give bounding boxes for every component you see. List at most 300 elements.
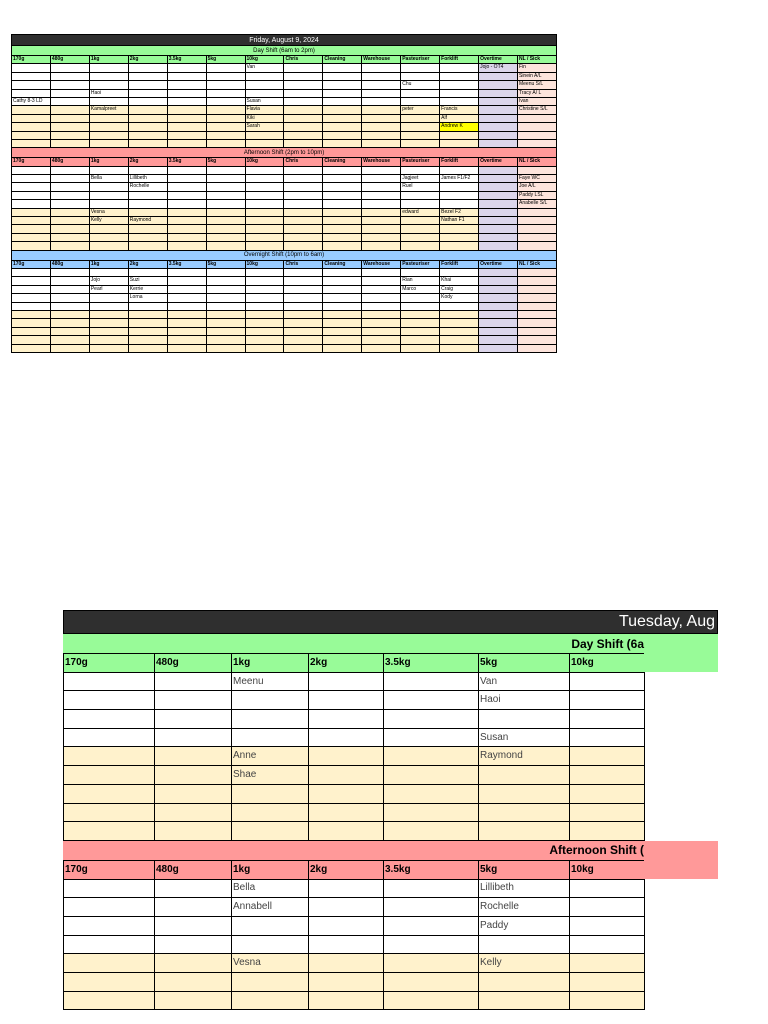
table-cell[interactable] [517, 114, 556, 122]
table-cell[interactable]: Christine S/L [517, 106, 556, 114]
table-cell[interactable] [232, 916, 309, 935]
table-cell[interactable] [323, 327, 362, 335]
table-cell[interactable] [479, 166, 518, 174]
table-cell[interactable] [167, 268, 206, 276]
table-cell[interactable] [479, 784, 570, 803]
table-cell[interactable] [323, 97, 362, 105]
table-cell[interactable]: Nathan F1 [440, 217, 479, 225]
table-cell[interactable] [206, 200, 245, 208]
table-cell[interactable] [155, 691, 232, 710]
table-cell[interactable] [245, 200, 284, 208]
table-cell[interactable] [12, 225, 51, 233]
table-cell[interactable] [479, 183, 518, 191]
table-cell[interactable]: Haoi [89, 89, 128, 97]
table-cell[interactable] [479, 208, 518, 216]
table-cell[interactable] [401, 268, 440, 276]
table-cell[interactable] [128, 200, 167, 208]
table-cell[interactable] [155, 672, 232, 691]
table-cell[interactable] [64, 691, 155, 710]
table-cell[interactable]: Annabell [232, 898, 309, 917]
table-cell[interactable] [155, 747, 232, 766]
table-cell[interactable] [284, 200, 323, 208]
table-cell[interactable] [517, 123, 556, 131]
table-cell[interactable] [89, 166, 128, 174]
table-cell[interactable]: Sarah [245, 123, 284, 131]
table-cell[interactable] [245, 72, 284, 80]
table-cell[interactable] [401, 302, 440, 310]
table-cell[interactable] [167, 344, 206, 352]
table-cell[interactable] [128, 191, 167, 199]
table-cell[interactable] [64, 879, 155, 898]
table-cell[interactable] [206, 183, 245, 191]
table-cell[interactable] [12, 81, 51, 89]
table-cell[interactable] [362, 131, 401, 139]
table-cell[interactable] [89, 123, 128, 131]
table-cell[interactable] [50, 123, 89, 131]
table-cell[interactable] [479, 233, 518, 241]
table-cell[interactable] [479, 277, 518, 285]
table-cell[interactable] [167, 225, 206, 233]
table-cell[interactable] [284, 106, 323, 114]
table-cell[interactable] [155, 879, 232, 898]
table-cell[interactable] [323, 268, 362, 276]
table-cell[interactable] [570, 954, 645, 973]
table-cell[interactable] [12, 208, 51, 216]
table-cell[interactable] [284, 114, 323, 122]
table-cell[interactable] [401, 139, 440, 147]
table-cell[interactable] [479, 81, 518, 89]
table-cell[interactable] [12, 285, 51, 293]
table-cell[interactable] [64, 710, 155, 729]
table-cell[interactable] [50, 319, 89, 327]
table-cell[interactable]: Flavia [245, 106, 284, 114]
table-cell[interactable] [479, 302, 518, 310]
table-cell[interactable] [50, 208, 89, 216]
table-cell[interactable] [64, 954, 155, 973]
table-cell[interactable] [309, 766, 384, 785]
table-cell[interactable] [479, 131, 518, 139]
table-cell[interactable] [401, 344, 440, 352]
table-cell[interactable] [479, 336, 518, 344]
table-cell[interactable] [362, 310, 401, 318]
table-cell[interactable] [89, 114, 128, 122]
table-cell[interactable] [155, 710, 232, 729]
table-cell[interactable] [401, 97, 440, 105]
table-cell[interactable] [245, 217, 284, 225]
table-cell[interactable] [570, 991, 645, 1010]
table-cell[interactable]: Joe A/L [517, 183, 556, 191]
table-cell[interactable] [50, 285, 89, 293]
table-cell[interactable] [517, 336, 556, 344]
table-cell[interactable] [12, 233, 51, 241]
table-cell[interactable] [479, 766, 570, 785]
table-cell[interactable] [440, 225, 479, 233]
table-cell[interactable] [284, 72, 323, 80]
table-cell[interactable] [245, 225, 284, 233]
table-cell[interactable]: Paddy LSL [517, 191, 556, 199]
table-cell[interactable] [128, 319, 167, 327]
table-cell[interactable] [245, 302, 284, 310]
table-cell[interactable] [384, 691, 479, 710]
table-cell[interactable] [155, 822, 232, 841]
table-cell[interactable] [309, 935, 384, 954]
table-cell[interactable] [206, 344, 245, 352]
table-cell[interactable] [384, 803, 479, 822]
table-cell[interactable] [245, 344, 284, 352]
table-cell[interactable] [12, 191, 51, 199]
table-cell[interactable] [517, 242, 556, 250]
table-cell[interactable] [206, 131, 245, 139]
table-cell[interactable] [384, 991, 479, 1010]
table-cell[interactable] [12, 310, 51, 318]
table-cell[interactable] [206, 114, 245, 122]
table-cell[interactable] [206, 294, 245, 302]
table-cell[interactable] [284, 268, 323, 276]
table-cell[interactable] [323, 285, 362, 293]
table-cell[interactable] [479, 97, 518, 105]
table-cell[interactable] [479, 242, 518, 250]
table-cell[interactable] [12, 175, 51, 183]
table-cell[interactable] [50, 175, 89, 183]
table-cell[interactable] [517, 285, 556, 293]
table-cell[interactable] [362, 225, 401, 233]
table-cell[interactable] [362, 268, 401, 276]
table-cell[interactable] [517, 327, 556, 335]
table-cell[interactable]: Kerrie [128, 285, 167, 293]
table-cell[interactable] [479, 822, 570, 841]
table-cell[interactable] [440, 97, 479, 105]
table-cell[interactable] [50, 336, 89, 344]
table-cell[interactable] [206, 319, 245, 327]
table-cell[interactable] [362, 319, 401, 327]
table-cell[interactable] [517, 131, 556, 139]
table-cell[interactable] [479, 89, 518, 97]
table-cell[interactable]: Bella [232, 879, 309, 898]
table-cell[interactable] [64, 822, 155, 841]
table-cell[interactable]: Rochelle [128, 183, 167, 191]
table-cell[interactable] [309, 803, 384, 822]
table-cell[interactable] [384, 747, 479, 766]
table-cell[interactable] [362, 166, 401, 174]
table-cell[interactable] [362, 97, 401, 105]
table-cell[interactable] [284, 285, 323, 293]
table-cell[interactable] [50, 344, 89, 352]
table-cell[interactable] [12, 114, 51, 122]
table-cell[interactable] [232, 803, 309, 822]
table-cell[interactable] [362, 294, 401, 302]
table-cell[interactable] [128, 336, 167, 344]
table-cell[interactable] [384, 710, 479, 729]
table-cell[interactable] [284, 131, 323, 139]
table-cell[interactable] [517, 166, 556, 174]
table-cell[interactable] [384, 916, 479, 935]
table-cell[interactable] [64, 991, 155, 1010]
table-cell[interactable] [167, 191, 206, 199]
table-cell[interactable] [245, 294, 284, 302]
table-cell[interactable] [284, 225, 323, 233]
table-cell[interactable] [50, 242, 89, 250]
table-cell[interactable] [401, 64, 440, 72]
table-cell[interactable] [206, 336, 245, 344]
table-cell[interactable] [284, 97, 323, 105]
table-cell[interactable]: Jojo - OT4 [479, 64, 518, 72]
table-cell[interactable] [50, 233, 89, 241]
table-cell[interactable] [323, 175, 362, 183]
table-cell[interactable]: Paddy [479, 916, 570, 935]
table-cell[interactable] [167, 208, 206, 216]
table-cell[interactable] [232, 728, 309, 747]
table-cell[interactable] [309, 822, 384, 841]
table-cell[interactable] [517, 268, 556, 276]
table-cell[interactable] [128, 131, 167, 139]
table-cell[interactable] [12, 123, 51, 131]
table-cell[interactable]: Susan [245, 97, 284, 105]
table-cell[interactable] [128, 327, 167, 335]
table-cell[interactable] [206, 166, 245, 174]
table-cell[interactable] [517, 319, 556, 327]
table-cell[interactable] [167, 131, 206, 139]
table-cell[interactable]: James F1/F2 [440, 175, 479, 183]
table-cell[interactable]: Raymond [128, 217, 167, 225]
table-cell[interactable]: Haoi [479, 691, 570, 710]
table-cell[interactable] [245, 336, 284, 344]
table-cell[interactable] [12, 268, 51, 276]
table-cell[interactable] [284, 310, 323, 318]
table-cell[interactable] [12, 200, 51, 208]
table-cell[interactable] [323, 233, 362, 241]
table-cell[interactable] [155, 803, 232, 822]
table-cell[interactable] [401, 336, 440, 344]
table-cell[interactable] [479, 710, 570, 729]
table-cell[interactable] [309, 710, 384, 729]
table-cell[interactable] [12, 131, 51, 139]
table-cell[interactable] [50, 72, 89, 80]
table-cell[interactable] [245, 268, 284, 276]
table-cell[interactable] [440, 268, 479, 276]
table-cell[interactable] [362, 106, 401, 114]
table-cell[interactable] [401, 310, 440, 318]
table-cell[interactable] [206, 139, 245, 147]
table-cell[interactable] [323, 208, 362, 216]
table-cell[interactable] [362, 175, 401, 183]
table-cell[interactable] [323, 319, 362, 327]
table-cell[interactable]: Khai [440, 277, 479, 285]
table-cell[interactable] [323, 277, 362, 285]
table-cell[interactable] [89, 327, 128, 335]
table-cell[interactable] [309, 747, 384, 766]
table-cell[interactable] [12, 106, 51, 114]
table-cell[interactable] [128, 310, 167, 318]
table-cell[interactable] [12, 327, 51, 335]
table-cell[interactable] [245, 191, 284, 199]
table-cell[interactable]: Rochelle [479, 898, 570, 917]
table-cell[interactable] [128, 208, 167, 216]
table-cell[interactable] [440, 319, 479, 327]
table-cell[interactable] [89, 268, 128, 276]
table-cell[interactable] [155, 954, 232, 973]
table-cell[interactable] [50, 183, 89, 191]
table-cell[interactable] [206, 97, 245, 105]
table-cell[interactable] [323, 225, 362, 233]
table-cell[interactable] [155, 991, 232, 1010]
table-cell[interactable] [570, 728, 645, 747]
table-cell[interactable] [284, 294, 323, 302]
table-cell[interactable] [323, 310, 362, 318]
table-cell[interactable] [401, 200, 440, 208]
table-cell[interactable] [206, 217, 245, 225]
table-cell[interactable] [232, 691, 309, 710]
table-cell[interactable] [323, 81, 362, 89]
table-cell[interactable] [12, 344, 51, 352]
table-cell[interactable] [284, 123, 323, 131]
table-cell[interactable] [323, 166, 362, 174]
table-cell[interactable] [362, 200, 401, 208]
table-cell[interactable] [401, 327, 440, 335]
table-cell[interactable] [323, 217, 362, 225]
table-cell[interactable]: Tracy A/ L [517, 89, 556, 97]
table-cell[interactable] [440, 191, 479, 199]
table-cell[interactable]: Kiki [245, 114, 284, 122]
table-cell[interactable] [206, 89, 245, 97]
table-cell[interactable] [479, 200, 518, 208]
table-cell[interactable] [128, 268, 167, 276]
table-cell[interactable] [440, 131, 479, 139]
table-cell[interactable] [284, 327, 323, 335]
table-cell[interactable] [362, 123, 401, 131]
table-cell[interactable] [570, 691, 645, 710]
table-cell[interactable] [128, 225, 167, 233]
table-cell[interactable] [309, 728, 384, 747]
table-cell[interactable] [384, 728, 479, 747]
table-cell[interactable] [570, 710, 645, 729]
table-cell[interactable] [323, 336, 362, 344]
table-cell[interactable]: Lillibeth [128, 175, 167, 183]
table-cell[interactable] [64, 728, 155, 747]
table-cell[interactable]: Van [479, 672, 570, 691]
table-cell[interactable] [479, 225, 518, 233]
table-cell[interactable] [167, 97, 206, 105]
table-cell[interactable] [89, 294, 128, 302]
table-cell[interactable] [167, 277, 206, 285]
table-cell[interactable] [167, 327, 206, 335]
table-cell[interactable] [517, 139, 556, 147]
table-cell[interactable] [167, 114, 206, 122]
table-cell[interactable] [401, 225, 440, 233]
table-cell[interactable] [12, 242, 51, 250]
table-cell[interactable] [232, 935, 309, 954]
table-cell[interactable] [517, 225, 556, 233]
table-cell[interactable] [384, 954, 479, 973]
table-cell[interactable] [401, 233, 440, 241]
table-cell[interactable] [64, 747, 155, 766]
table-cell[interactable] [284, 191, 323, 199]
table-cell[interactable]: Bella [89, 175, 128, 183]
table-cell[interactable] [323, 294, 362, 302]
table-cell[interactable] [50, 268, 89, 276]
table-cell[interactable] [167, 72, 206, 80]
table-cell[interactable] [245, 285, 284, 293]
table-cell[interactable] [401, 131, 440, 139]
table-cell[interactable] [50, 191, 89, 199]
table-cell[interactable] [440, 242, 479, 250]
table-cell[interactable] [64, 784, 155, 803]
table-cell[interactable] [12, 183, 51, 191]
table-cell[interactable] [50, 114, 89, 122]
table-cell[interactable] [362, 139, 401, 147]
table-cell[interactable] [245, 277, 284, 285]
table-cell[interactable] [50, 166, 89, 174]
table-cell[interactable] [384, 898, 479, 917]
table-cell[interactable] [50, 81, 89, 89]
table-cell[interactable] [64, 898, 155, 917]
table-cell[interactable] [64, 935, 155, 954]
table-cell[interactable] [479, 106, 518, 114]
table-cell[interactable] [362, 344, 401, 352]
table-cell[interactable] [323, 131, 362, 139]
table-cell[interactable]: Bezel F2 [440, 208, 479, 216]
table-cell[interactable] [479, 310, 518, 318]
table-cell[interactable] [323, 200, 362, 208]
table-cell[interactable]: Lorna [128, 294, 167, 302]
table-cell[interactable] [401, 191, 440, 199]
table-cell[interactable] [284, 139, 323, 147]
table-cell[interactable] [245, 81, 284, 89]
table-cell[interactable] [362, 191, 401, 199]
table-cell[interactable]: Sinein A/L [517, 72, 556, 80]
table-cell[interactable]: Pearl [89, 285, 128, 293]
table-cell[interactable] [206, 175, 245, 183]
table-cell[interactable] [50, 294, 89, 302]
table-cell[interactable] [309, 954, 384, 973]
table-cell[interactable]: Vesna [232, 954, 309, 973]
table-cell[interactable] [440, 183, 479, 191]
table-cell[interactable] [401, 114, 440, 122]
table-cell[interactable] [12, 72, 51, 80]
table-cell[interactable] [284, 81, 323, 89]
table-cell[interactable] [384, 879, 479, 898]
table-cell[interactable] [206, 310, 245, 318]
table-cell[interactable] [12, 336, 51, 344]
table-cell[interactable] [245, 233, 284, 241]
table-cell[interactable] [479, 139, 518, 147]
table-cell[interactable] [128, 97, 167, 105]
table-cell[interactable] [167, 89, 206, 97]
table-cell[interactable] [570, 672, 645, 691]
table-cell[interactable] [479, 175, 518, 183]
table-cell[interactable] [245, 166, 284, 174]
table-cell[interactable] [479, 803, 570, 822]
table-cell[interactable] [128, 89, 167, 97]
table-cell[interactable]: Faye WC [517, 175, 556, 183]
table-cell[interactable] [245, 327, 284, 335]
table-cell[interactable] [517, 310, 556, 318]
table-cell[interactable] [309, 784, 384, 803]
table-cell[interactable] [401, 319, 440, 327]
table-cell[interactable] [89, 242, 128, 250]
table-cell[interactable]: Anabelle S/L [517, 200, 556, 208]
table-cell[interactable] [362, 114, 401, 122]
table-cell[interactable]: Kelly [479, 954, 570, 973]
table-cell[interactable] [206, 327, 245, 335]
table-cell[interactable] [64, 803, 155, 822]
table-cell[interactable] [362, 208, 401, 216]
table-cell[interactable]: Meenu [232, 672, 309, 691]
table-cell[interactable] [64, 672, 155, 691]
table-cell[interactable] [309, 991, 384, 1010]
table-cell[interactable] [206, 64, 245, 72]
table-cell[interactable] [206, 81, 245, 89]
table-cell[interactable] [440, 200, 479, 208]
